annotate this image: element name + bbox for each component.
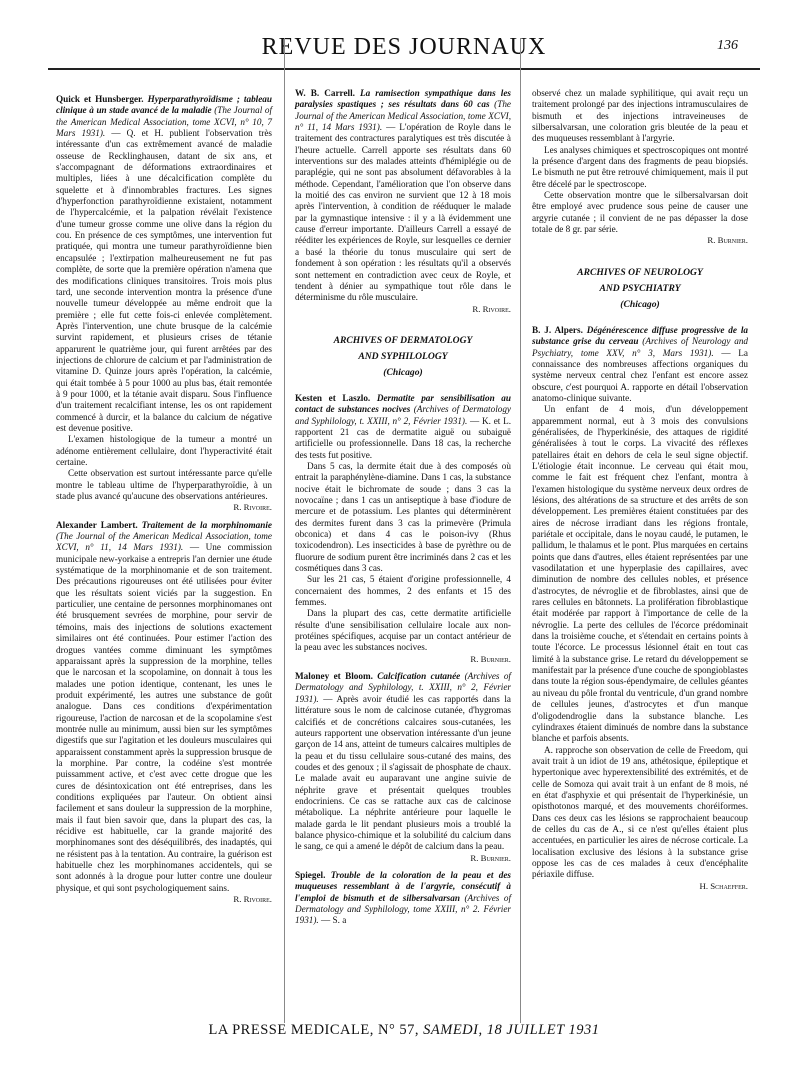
column-2 xyxy=(295,88,511,927)
article-title: La ramisection sympathique dans les paralysies spastiques ; ses résultats dans 60 cas xyxy=(295,88,511,110)
article-body: — Après avoir étudié les cas rapportés dans la littérature sous le nom de calcinose cutanée, d'hygromas calcifiés et de concrétions calcaires sous-cutanées, les auteurs rapportent une observation intéressante d'un jeune garçon de 14 ans, atteint de tumeurs calcaires multiples de la peau et du tissu cellulaire sous-cutané des mains, des coudes et des genoux ; il s'agissait de phosphate de chaux. Le malade avait eu auparavant une angine suivie de néphrite grave et présentait quelques troubles endocriniens. Ce cas se rattache aux cas de calcinose métabolique. La néphrite antérieure pour laquelle le malade garda le lit pendant plusieurs mois a troublé la balance physico-chimique et la solubilité du calcium dans le sang, ce qui a amené le dépôt de calcium dans la peau. xyxy=(295,693,511,852)
article-source: (Archives of Dermatology and Syphilology, tome XXIII, n° 2. Février 1931). xyxy=(295,892,512,926)
column-rule-left xyxy=(284,38,285,1023)
signature: R. Burnier. xyxy=(470,653,511,664)
article-body: — Q. et H. publient l'observation très intéressante d'un cas extrêmement avancé de maladie osseuse de Recklinghausen, datant de six ans, et s'accompagnant de déformations extraordinaires et multiples, liées à une décalcification complète du squelette et à d'innombrables fractures. Les signes d'hyperfonction parathyroïdienne existaient, notamment de l'hypercalcémie, et la palpation révélait l'existence d'une tumeur grosse comme une olive dans la région du cou. En présence de ces symptômes, une intervention fut pratiquée, qui montra une tumeur parathyroïdienne bien encapsulée ; l'extirpation malheureusement ne fut pas complète, de sorte que la première opération n'amena que des modifications cliniques transitoires. Trois mois plus tard, une seconde intervention montra la présence d'une nouvelle tumeur développée au même endroit que la première ; elle fut cette fois-ci enlevée complètement. Après l'intervention, une chute brusque de la calcémie survint rapidement, et plusieurs crises de tétanie apparurent le quatrième jour, qui furent arrêtées par des injections de chlorure de calcium et par l'administration de vitamine D. Quinze jours après l'opération, la calcémie, qui était tombée à 5 pour 1000 au plus bas, était remontée à 9 pour 1000, et la tétanie avait disparu. Sous l'influence d'un traitement recalcifiant intense, les os ont rapidement commencé à durcir, et la balance du calcium de négative est devenue positive. xyxy=(56,128,272,433)
page-number: 136 xyxy=(717,38,738,53)
article-body: — La connaissance des nombreuses affections organiques du système nerveux central chez l'enfant est encore assez obscure, c'est pourquoi A. rapporte en détail l'observation anatomo-clinique suivante. xyxy=(532,347,748,403)
article-title: Dermatite par sensibilisation au contact de substances nocives xyxy=(295,392,511,415)
article-spiegel xyxy=(295,870,511,927)
article-body: — S. a xyxy=(321,915,347,926)
signature: R. Burnier. xyxy=(470,852,511,863)
article-authors: Kesten et Laszlo. xyxy=(295,392,371,403)
signature: R. Burnier. xyxy=(707,235,748,246)
article-title: Calcification cutanée xyxy=(377,671,461,682)
paragraph: Dans la plupart des cas, cette dermatite artificielle résulte d'une sensibilisation cellulaire locale aux non-protéines spécifiques, acquise par un contact antérieur de la peau avec les substances nocives. xyxy=(295,608,511,653)
article-title: Trouble de la coloration de la peau et des muqueuses ressemblant à de l'argyrie, consécutif à l'emploi de bismuth et de silbersalvarsan xyxy=(295,869,511,903)
article-title: Dégénérescence diffuse progressive de la substance grise du cerveau xyxy=(532,324,748,347)
journal-title: REVUE DES JOURNAUX xyxy=(261,34,547,60)
page-footer xyxy=(48,1022,760,1039)
paragraph: Cette observation montre que le silbersalvarsan doit être employé avec prudence sous peine de causer une argyrie cutanée ; il convient de ne pas dépasser la dose totale de 8 gr. par série. xyxy=(532,190,748,235)
article-source: (The Journal of the American Medical Association, tome XCVI, n° 11, 14 Mars 1931). xyxy=(56,531,272,553)
article-authors: Maloney et Bloom. xyxy=(295,671,373,682)
publication-date: SAMEDI, 18 JUILLET 1931 xyxy=(423,1022,600,1038)
section-heading-line: AND PSYCHIATRY xyxy=(599,282,681,294)
article-body: — K. et L. rapportent 21 cas de dermatite aiguë ou subaiguë artificielle ou professionnelle. Dans 18 cas, la recherche des tests fut positive. xyxy=(295,415,511,460)
article-source: (Archives of Neurology and Psychiatry, tome XXV, n° 3, Mars 1931). xyxy=(532,336,749,358)
section-heading-line: ARCHIVES OF DERMATOLOGY xyxy=(333,334,473,346)
signature: R. Rivoire. xyxy=(472,303,511,314)
article-source: (Archives of Dermatology and Syphilology, t. XXIII, n° 2, Février 1931). xyxy=(295,404,512,426)
article-lambert xyxy=(56,520,272,894)
article-quick-hunsberger xyxy=(56,94,272,434)
article-authors: Alexander Lambert. xyxy=(56,519,138,530)
column-3 xyxy=(532,88,748,892)
paragraph: L'examen histologique de la tumeur a montré un adénome entièrement cellulaire, dont l'hyperactivité était certaine. xyxy=(56,434,272,467)
signature: H. Schaeffer. xyxy=(699,880,748,891)
section-heading-neurology xyxy=(532,265,748,313)
section-heading-dermatology xyxy=(295,333,511,381)
paragraph: Cette observation est surtout intéressante parce qu'elle montre le tableau ultime de l'hyperparathyroïdie, à un stade plus avancé qu'aucune des observations antérieures. xyxy=(56,468,272,502)
paragraph: Sur les 21 cas, 5 étaient d'origine professionnelle, 4 concernaient des hommes, 2 des enfants et 15 des femmes. xyxy=(295,574,511,608)
article-carrell xyxy=(295,88,511,304)
column-rule-right xyxy=(520,38,521,1023)
column-1 xyxy=(56,88,272,905)
section-heading-line: AND SYPHILOLOGY xyxy=(358,350,448,362)
article-source: (Archives of Dermatology and Syphilology, t. XXIII, n° 2, Février 1931). xyxy=(295,671,511,704)
section-heading-line: (Chicago) xyxy=(383,366,423,378)
article-body: — L'opération de Royle dans le traitement des contractures paralytiques est très discutée à l'heure actuelle. Carrell apporte ses résultats dans 60 interventions sur des malades atteints d'hémiplégie ou de paraplégie, qui ne sont pas absolument défavorables à la méthode. Cependant, l'amélioration que l'on observe dans la moitié des cas environ ne survient que 12 à 18 mois après l'intervention, à condition de rééduquer le malade par la gymnastique intensive : il y a là évidemment une cause d'erreur importante. D'ailleurs Carrell a essayé de rééditer les expériences de Royle, sur lesquelles ce dernier a basé la théorie du tonus musculaire qui sert de fondement à son opération : les résultats qu'il a observés sont nettement en contradiction avec ceux de Royle, et tendent à dénier au sympathique tout rôle dans le déterminisme du rôle musculaire. xyxy=(295,122,511,303)
article-authors: Quick et Hunsberger. xyxy=(56,94,144,104)
publication-name: LA PRESSE MEDICALE, N° 57, xyxy=(208,1022,420,1038)
article-title: Hyperparathyroïdisme ; tableau clinique à un stade avancé de la maladie xyxy=(56,94,272,116)
section-heading-line: ARCHIVES OF NEUROLOGY xyxy=(577,266,703,278)
article-source: (The Journal of the American Medical Association, tome XCVI, n° 11, 14 Mars 1931). xyxy=(295,99,511,133)
signature: R. Rivoire. xyxy=(233,894,272,905)
signature: R. Rivoire. xyxy=(233,502,272,513)
article-authors: B. J. Alpers. xyxy=(532,324,583,335)
paragraph: A. rapproche son observation de celle de Freedom, qui avait trait à un idiot de 19 ans, athétosique, épileptique et hypertonique avec hyperextensibilité des extrémités, et de celle de Somoza qui avait trait à un enfant de 8 mois, né en état d'asphyxie et qui présentait de l'hyperkinésie, un opisthotonos marqué, et des mouvements choréiformes. Dans ces deux cas les lésions se rapprochaient beaucoup de celles du cas de A., si ce n'est qu'elles étaient plus accentuées, en particulier les aires de nécrose corticale. La localisation exclusive des lésions à la substance grise oppose les cas de ces malades à ceux d'encéphalite périaxile diffuse. xyxy=(532,744,748,880)
paragraph: Un enfant de 4 mois, d'un développement apparemment normal, eut à 3 mois des convulsions généralisées, de l'hyperkinésie, des attaques de rigidité généralisées à tout le corps. La vivacité des réflexes patellaires était en dehors de cela le seul signe objectif. L'étiologie était inconnue. Le cerveau qui était mou, comme le fait est fréquent chez l'enfant, montra à l'examen histologique du système nerveux deux ordres de lésions, des altérations de sa structure et des arrêts de son développement. Les premières étaient constituées par des aires de nécrose irradiant dans les régions frontale, pariétale et occipitale, dans le noyau caudé, le putamen, le pallidum, le thalamus et le pont. Plus marquées en certains points que dans d'autres, elles étaient représentées par une vasodilatation et une hyperplasie des capillaires, avec diminution de nombre des cellules nobles, et présence d'astrocytes, de névroglie et de fibroblastes, ainsi que de rares cellules en bâtonnets. La prolifération fibroblastique était modérée par rapport à l'importance de celle de la névroglie. La perte des cellules de l'écorce prédominait dans la troisième couche, et s'étendait en certains points à toute l'écorce. Le processus lésionnel était en tout cas limité à la substance grise. Le retard du développement se manifestait par la présence d'une couche de spongioblastes dans toute la région sous-épendymaire, de cellules géantes au niveau du pôle frontal du ventricule, d'un grand nombre de cellules jeunes, d'astrocytes et d'un manque d'oligodendroglie dans la substance blanche. Les cylindraxes étaient diminués de nombre dans la substance blanche et parfois absents. xyxy=(532,404,748,744)
article-kesten-laszlo xyxy=(295,393,511,461)
article-body: — Une commission municipale new-yorkaise a entrepris l'an dernier une étude systématique de la morphinomanie et de son traitement. Des précautions rigoureuses ont été utilisées pour éviter que les résultats soient viciés par la suggestion. En particulier, une centaine de personnes morphinomanes ont été brusquement sevrées de morphine, pour servir de témoins, mais des injections de solutions exactement similaires ont été continuées. Pour estimer l'action des drogues vantées comme diminuant les symptômes apparaissant après la suppression de la morphine, telles que le narcosan et la scopolamine, on donnait à tous les malades une potion identique, contenant, les unes le produit expérimenté, les autres une substance de goût analogue. Dans ces conditions d'expérimentation rigoureuse, l'action de narcosan et de la scopolamine s'est montrée nulle au minimum, aussi bien sur les symptômes digestifs que sur l'agitation et les douleurs musculaires qui apparaissent constamment après la suppression brusque de la morphine. Par contre, la codéine s'est montrée puissamment active, et c'est avec cette drogue que les cures de désintoxication ont été entreprises, dans les conditions expliquées par l'auteur. On obtient ainsi facilement et sans douleur la suppression de la morphine, mais il faut bien savoir que, dans la plupart des cas, la récidive est habituelle, car la grande majorité des morphinomanes sont des déséquilibrés, des inadaptés, qui ne résistent pas à la tentation. Au contraire, la guérison est habituelle chez les morphinomanes accidentels, qui se sont adonnés à la drogue pour lutter contre une douleur physique, et qui sont psychologiquement sains. xyxy=(56,542,272,893)
page-header xyxy=(48,30,760,70)
article-authors: Spiegel. xyxy=(295,869,326,880)
article-maloney-bloom xyxy=(295,671,511,853)
article-authors: W. B. Carrell. xyxy=(295,88,355,98)
section-heading-line: (Chicago) xyxy=(620,298,660,310)
article-source: (The Journal of the American Medical Association, tome XCVI, n° 10, 7 Mars 1931). xyxy=(56,105,273,139)
article-alpers xyxy=(532,325,748,404)
article-title: Traitement de la morphinomanie xyxy=(141,519,272,530)
paragraph: Dans 5 cas, la dermite était due à des composés où entrait la paraphénylène-diamine. Dans 1 cas, la substance nocive était le bichromate de soude ; dans 3 cas la novocaïne ; dans 1 cas un antiseptique à base d'iodure de mercure et de potassium. Les plantes qui déterminèrent des dermites furent dans 3 cas la primevère (Primula obconica) et dans 4 cas le poison-ivy (Rhus toxicodendron). Les insecticides à base de pyrèthre ou de fluorure de sodium purent être incriminés dans 2 cas et les cosmétiques dans 3 cas. xyxy=(295,460,511,574)
paragraph: Les analyses chimiques et spectroscopiques ont montré la présence d'argent dans des fragments de peau biopsiés. Le bismuth ne put être retrouvé chimiquement, mais il put être décelé par le spectroscope. xyxy=(532,144,748,189)
paragraph: observé chez un malade syphilitique, qui avait reçu un traitement prolongé par des injections intramusculaires de bismuth et des injections intraveineuses de silbersalvarsan, une coloration gris bleutée de la peau et des muqueuses ressemblant à l'argyrie. xyxy=(532,88,748,144)
